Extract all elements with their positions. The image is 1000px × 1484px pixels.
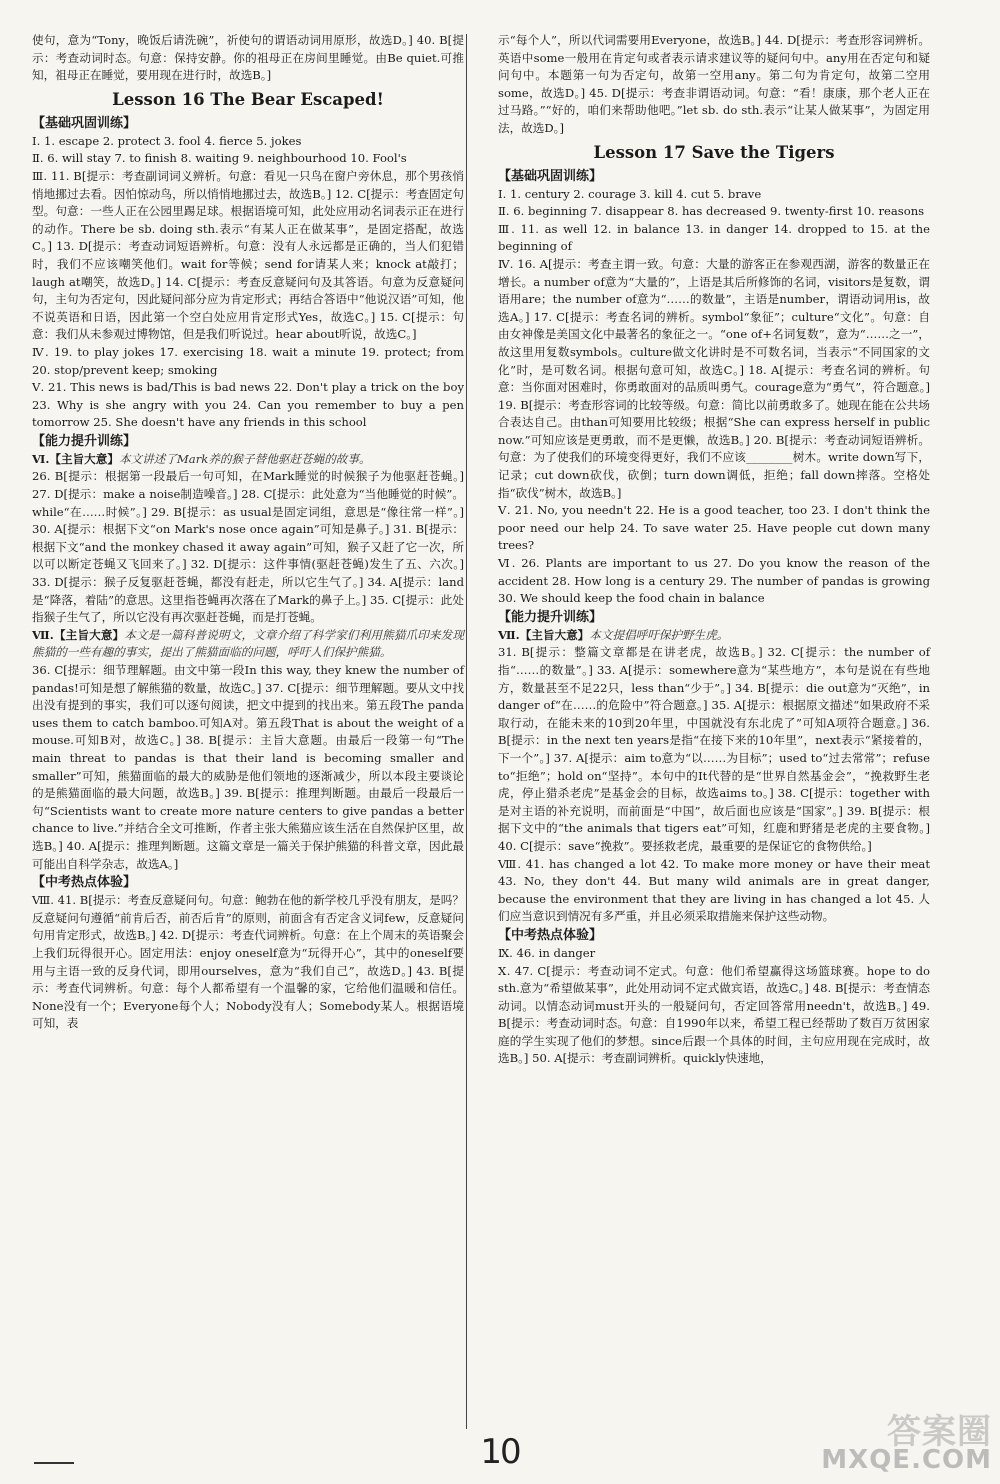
answer-block-ix: Ⅸ. 46. in danger — [498, 945, 596, 960]
main-idea-label: Ⅶ.【主旨大意】 — [32, 627, 125, 642]
section-heading-exam: 【中考热点体验】 — [498, 927, 603, 943]
answer-block-vi-body: 26. B[提示：根据第一段最后一句可知，在Mark睡觉的时候猴子为他驱赶苍蝇。] 27. D[提示：make a noise制造噪音。] 28. C[提示：此处意为“当他睡觉的时候”。while“在……时候”。] 29. B[提示：as usual是固定词组，意思是“像往常一样”。] 30. A[提示：根据下文“on Mark's nose once again”可知是鼻子。] 31. B[提示：根据下文“and the monkey chased it away again”可知，猴子又赶了它一次，所以可以断定苍蝇又飞回来了。] 32. D[提示：这件事情(驱赶苍蝇)发生了五、六次。] 33. D[提示：猴子反复驱赶苍蝇，都没有赶走，所以它生气了。] 34. A[提示：land是“降落，着陆”的意思。这里指苍蝇再次落在了Mark的鼻子上。] 35. C[提示：此处指猴子生气了，所以它没有再次驱赶苍蝇，而是打苍蝇。 — [32, 469, 464, 625]
watermark-url: MXQE.COM — [821, 1445, 992, 1475]
answer-block-iii: Ⅲ. 11. as well 12. in balance 13. in danger 14. dropped to 15. at the beginning of — [498, 221, 930, 254]
section-heading-advanced: 【能力提升训练】 — [32, 433, 137, 449]
answer-block-ii: Ⅱ. 6. will stay 7. to finish 8. waiting 9. neighbourhood 10. Fool's — [32, 151, 407, 166]
answer-block-vii-body: 31. B[提示：整篇文章都是在讲老虎，故选B。] 32. C[提示：the number of指“……的数量”。] 33. A[提示：somewhere意为“某些地方”，本句是说在有些地方，数量甚至不足22只，less than“少于”。] 34. B[提示：die out意为“灭绝”，in danger of“在……的危险中”符合题意。] 35. A[提示：根据原文描述“如果政府不采取行动，在能未来的10到20年里，中国就没有东北虎了”可知A项符合题意。] 36. B[提示：in the next ten years是指“在接下来的10年里”，next表示“紧接着的，下一个”。] 37. A[提示：aim to意为“以……为目标”；used to“过去常常”；refuse to“拒绝”；hold on“坚持”。本句中的It代替的是“世界自然基金会”，“挽救野生老虎，停止猎杀老虎”是基金会的目标，故选aims to。] 38. C[提示：together with是对主语的补充说明，而前面是“中国”，故后面也应该是“国家”。] 39. B[提示：根据下文中的“the animals that tigers eat”可知，红鹿和野猪是老虎的主要食物。] 40. C[提示：save“挽救”。要拯救老虎，最重要的是保证它的食物供给。] — [498, 645, 930, 853]
right-column — [498, 32, 930, 1068]
answer-block-v: Ⅴ. 21. This news is bad/This is bad news 22. Don't play a trick on the boy 23. Why is she angry with you 24. Can you remember to buy a pen tomorrow 25. She doesn't have any friends in this school — [32, 380, 464, 430]
main-idea-handwritten: 本文提倡呼吁保护野生虎。 — [589, 627, 729, 642]
answer-block-x: Ⅹ. 47. C[提示：考查动词不定式。句意：他们希望赢得这场篮球赛。hope to do sth.意为“希望做某事”，此处用动词不定式做宾语，故选C。] 48. B[提示：考查情态动词。以情态动词must开头的一般疑问句，否定回答常用needn't，故选B。] 49. B[提示：考查动词时态。句意：自1990年以来，希望工程已经帮助了数百万贫困家庭的学生实现了他们的梦想。since后跟一个具体的时间，主句应用现在完成时，故选B。] 50. A[提示：考查副词辨析。quickly快速地， — [498, 963, 930, 1066]
main-idea-handwritten: 本文讲述了Mark养的猴子替他驱赶苍蝇的故事。 — [118, 451, 371, 466]
left-intro: 使句，意为“Tony，晚饭后请洗碗”，祈使句的谓语动词用原形，故选D。] 40. B[提示：考查动词时态。句意：保持安静。你的祖母正在房间里睡觉。由Be quiet.可推知，祖母正在睡觉，要用现在进行时，故选B。] — [32, 33, 464, 83]
footer-rule — [34, 1462, 74, 1464]
lesson-16-title: Lesson 16 The Bear Escaped! — [112, 89, 384, 109]
answer-block-iv: Ⅳ. 19. to play jokes 17. exercising 18. wait a minute 19. protect; from 20. stop/prevent keep; smoking — [32, 344, 464, 377]
answer-block-i: Ⅰ. 1. escape 2. protect 3. fool 4. fierce 5. jokes — [32, 133, 302, 148]
answer-block-vii-body: 36. C[提示：细节理解题。由文中第一段In this way, they knew the number of pandas!可知是想了解熊猫的数量，故选C。] 37. C[提示：细节理解题。要从文中找出没有提到的事实，我们可以逐句阅读，把文中提到的找出来。第五段The panda uses them to catch bamboo.可知A对。第五段That is about the weight of a mouse.可知B对，故选C。] 38. B[提示：主旨大意题。由最后一段第一句“The main threat to pandas is that their land is becoming smaller and smaller”可知，熊猫面临的最大的威胁是他们领地的逐渐减少，所以本段主要谈论的是熊猫面临的最大问题，故选B。] 39. B[提示：推理判断题。由最后一段最后一句“Scientists want to create more nature centers to give pandas a better chance to live.”并结合全文可推断，作者主张大熊猫应该生活在自然保护区里，故选B。] 40. A[提示：推理判断题。这篇文章是一篇关于保护熊猫的科普文章，因此最可能出自科学杂志，故选A。] — [32, 663, 464, 871]
answer-block-viii: Ⅷ. 41. B[提示：考查反意疑问句。句意：鲍勃在他的新学校几乎没有朋友，是吗？反意疑问句遵循“前肯后否，前否后肯”的原则，前面含有否定含义词few，反意疑问句用肯定形式，故选B。] 42. D[提示：考查代词辨析。句意：在上个周末的英语聚会上我们玩得很开心。固定用法：enjoy oneself意为“玩得开心”，其中的oneself要用与主语一致的反身代词，即用ourselves，意为“我们自己”，故选D。] 43. B[提示：考查代词辨析。句意：每个人都希望有一个温馨的家，它给他们温暖和信任。None没有一个；Everyone每个人；Nobody没有人；Somebody某人。根据语境可知，表 — [32, 893, 464, 1031]
section-heading-exam: 【中考热点体验】 — [32, 875, 137, 891]
answer-block-i: Ⅰ. 1. century 2. courage 3. kill 4. cut 5. brave — [498, 186, 762, 201]
main-idea-handwritten: 本文是一篇科普说明文，文章介绍了科学家们利用熊猫爪印来发现熊猫的一些有趣的事实，提出了熊猫面临的问题，呼吁人们保护熊猫。 — [32, 627, 464, 660]
answer-block-iv: Ⅳ. 16. A[提示：考查主谓一致。句意：大量的游客正在参观西湖，游客的数量正在增长。a number of意为“大量的”，上语是其后所修饰的名词，visitors是复数，谓语用are；the number of意为“……的数量”，主语是number，谓语动词用is，故选A。] 17. C[提示：考查名词的辨析。symbol“象征”；culture“文化”。句意：自由女神像是美国文化中最著名的象征之一。“one of+名词复数”，意为“……之一”，故这里用复数symbols。culture做文化讲时是不可数名词，当表示“不同国家的文化”时，是可数名词。根据句意可知，故选C。] 18. A[提示：考查名词的辨析。句意：当你面对困难时，你勇敢面对的品质叫勇气。courage意为“勇气”，符合题意。] 19. B[提示：考查形容词的比较等级。句意：简比以前勇敢多了。她现在能在公共场合表达自己。由than可知要用比较级；根据“She can express herself in public now.”可知应该是更勇敢，而不是更懒，故选B。] 20. B[提示：考查动词短语辨析。句意：为了使我们的环境变得更好，我们不应该________树木。write down写下，记录；cut down砍伐，砍倒；turn down调低，拒绝；fall down摔落。空格处指“砍伐”树木，故选B。] — [498, 256, 930, 500]
answer-block-vi: Ⅵ. 26. Plants are important to us 27. Do you know the reason of the accident 28. How long is a century 29. The number of pandas is growing 30. We should keep the food chain in balance — [498, 556, 930, 606]
answer-block-v: Ⅴ. 21. No, you needn't 22. He is a good teacher, too 23. I don't think the poor need our help 24. To save water 25. Have people cut down many trees? — [498, 503, 930, 553]
watermark — [821, 1412, 992, 1475]
answer-block-vii — [498, 627, 930, 645]
answer-block-vi — [32, 451, 464, 469]
lesson-17-title: Lesson 17 Save the Tigers — [593, 142, 835, 162]
section-heading-advanced: 【能力提升训练】 — [498, 609, 603, 625]
section-heading-basic: 【基础巩固训练】 — [32, 115, 137, 131]
watermark-logo: 答案圈 — [887, 1412, 992, 1452]
page-number: 10 — [480, 1432, 520, 1472]
section-heading-basic: 【基础巩固训练】 — [498, 168, 603, 184]
left-column — [32, 32, 464, 1033]
answer-block-vii — [32, 627, 464, 662]
answer-block-viii: Ⅷ. 41. has changed a lot 42. To make more money or have their meat 43. No, they don't 44. But many wild animals are in great danger, because the environment that they are living in has changed a lot 45. 人们应当意识到情况有多严重，并且必须采取措施来保护这些动物。 — [498, 856, 930, 924]
answer-block-iii: Ⅲ. 11. B[提示：考查副词词义辨析。句意：看见一只鸟在窗户旁休息，那个男孩悄悄地挪过去看。因怕惊动鸟，所以悄悄地挪过去，故选B。] 12. C[提示：考查固定句型。句意：一些人正在公园里踢足球。根据语境可知，此处应用动名词表示正在进行的动作。There be sb. doing sth.表示“有某人正在做某事”，是固定搭配，故选C。] 13. D[提示：考查动词短语辨析。句意：没有人永远都是正确的，当人们犯错时，我们不应该嘲笑他们。wait for等候；send for请某人来；knock at敲打；laugh at嘲笑，故选D。] 14. C[提示：考查反意疑问句及其答语。句意为反意疑问句，主句为否定句，因此疑问部分应为肯定形式；再结合答语中“他说汉语”可知，他不说英语和日语，因此第一个空白处应用肯定形式Yes，故选C。] 15. C[提示：句意：我们从未参观过博物馆，但是我们听说过。hear about听说，故选C。] — [32, 168, 464, 342]
main-idea-label: Ⅵ.【主旨大意】 — [32, 451, 119, 466]
column-divider — [466, 34, 467, 1429]
main-idea-label: Ⅶ.【主旨大意】 — [498, 627, 590, 642]
right-intro: 示“每个人”，所以代词需要用Everyone，故选B。] 44. D[提示：考查形容词辨析。英语中some一般用在肯定句或者表示请求建议等的疑问句中。any用在否定句和疑问句中。本题第一句为否定句，故第一空用any。第二句为肯定句，故第二空用some，故选D。] 45. D[提示：考查非谓语动词。句意：“看！康康，那个老人正在过马路。”“好的，咱们来帮助他吧。”let sb. do sth.表示“让某人做某事”，为固定用法，故选D。] — [498, 33, 930, 135]
answer-block-ii: Ⅱ. 6. beginning 7. disappear 8. has decreased 9. twenty-first 10. reasons — [498, 204, 925, 219]
